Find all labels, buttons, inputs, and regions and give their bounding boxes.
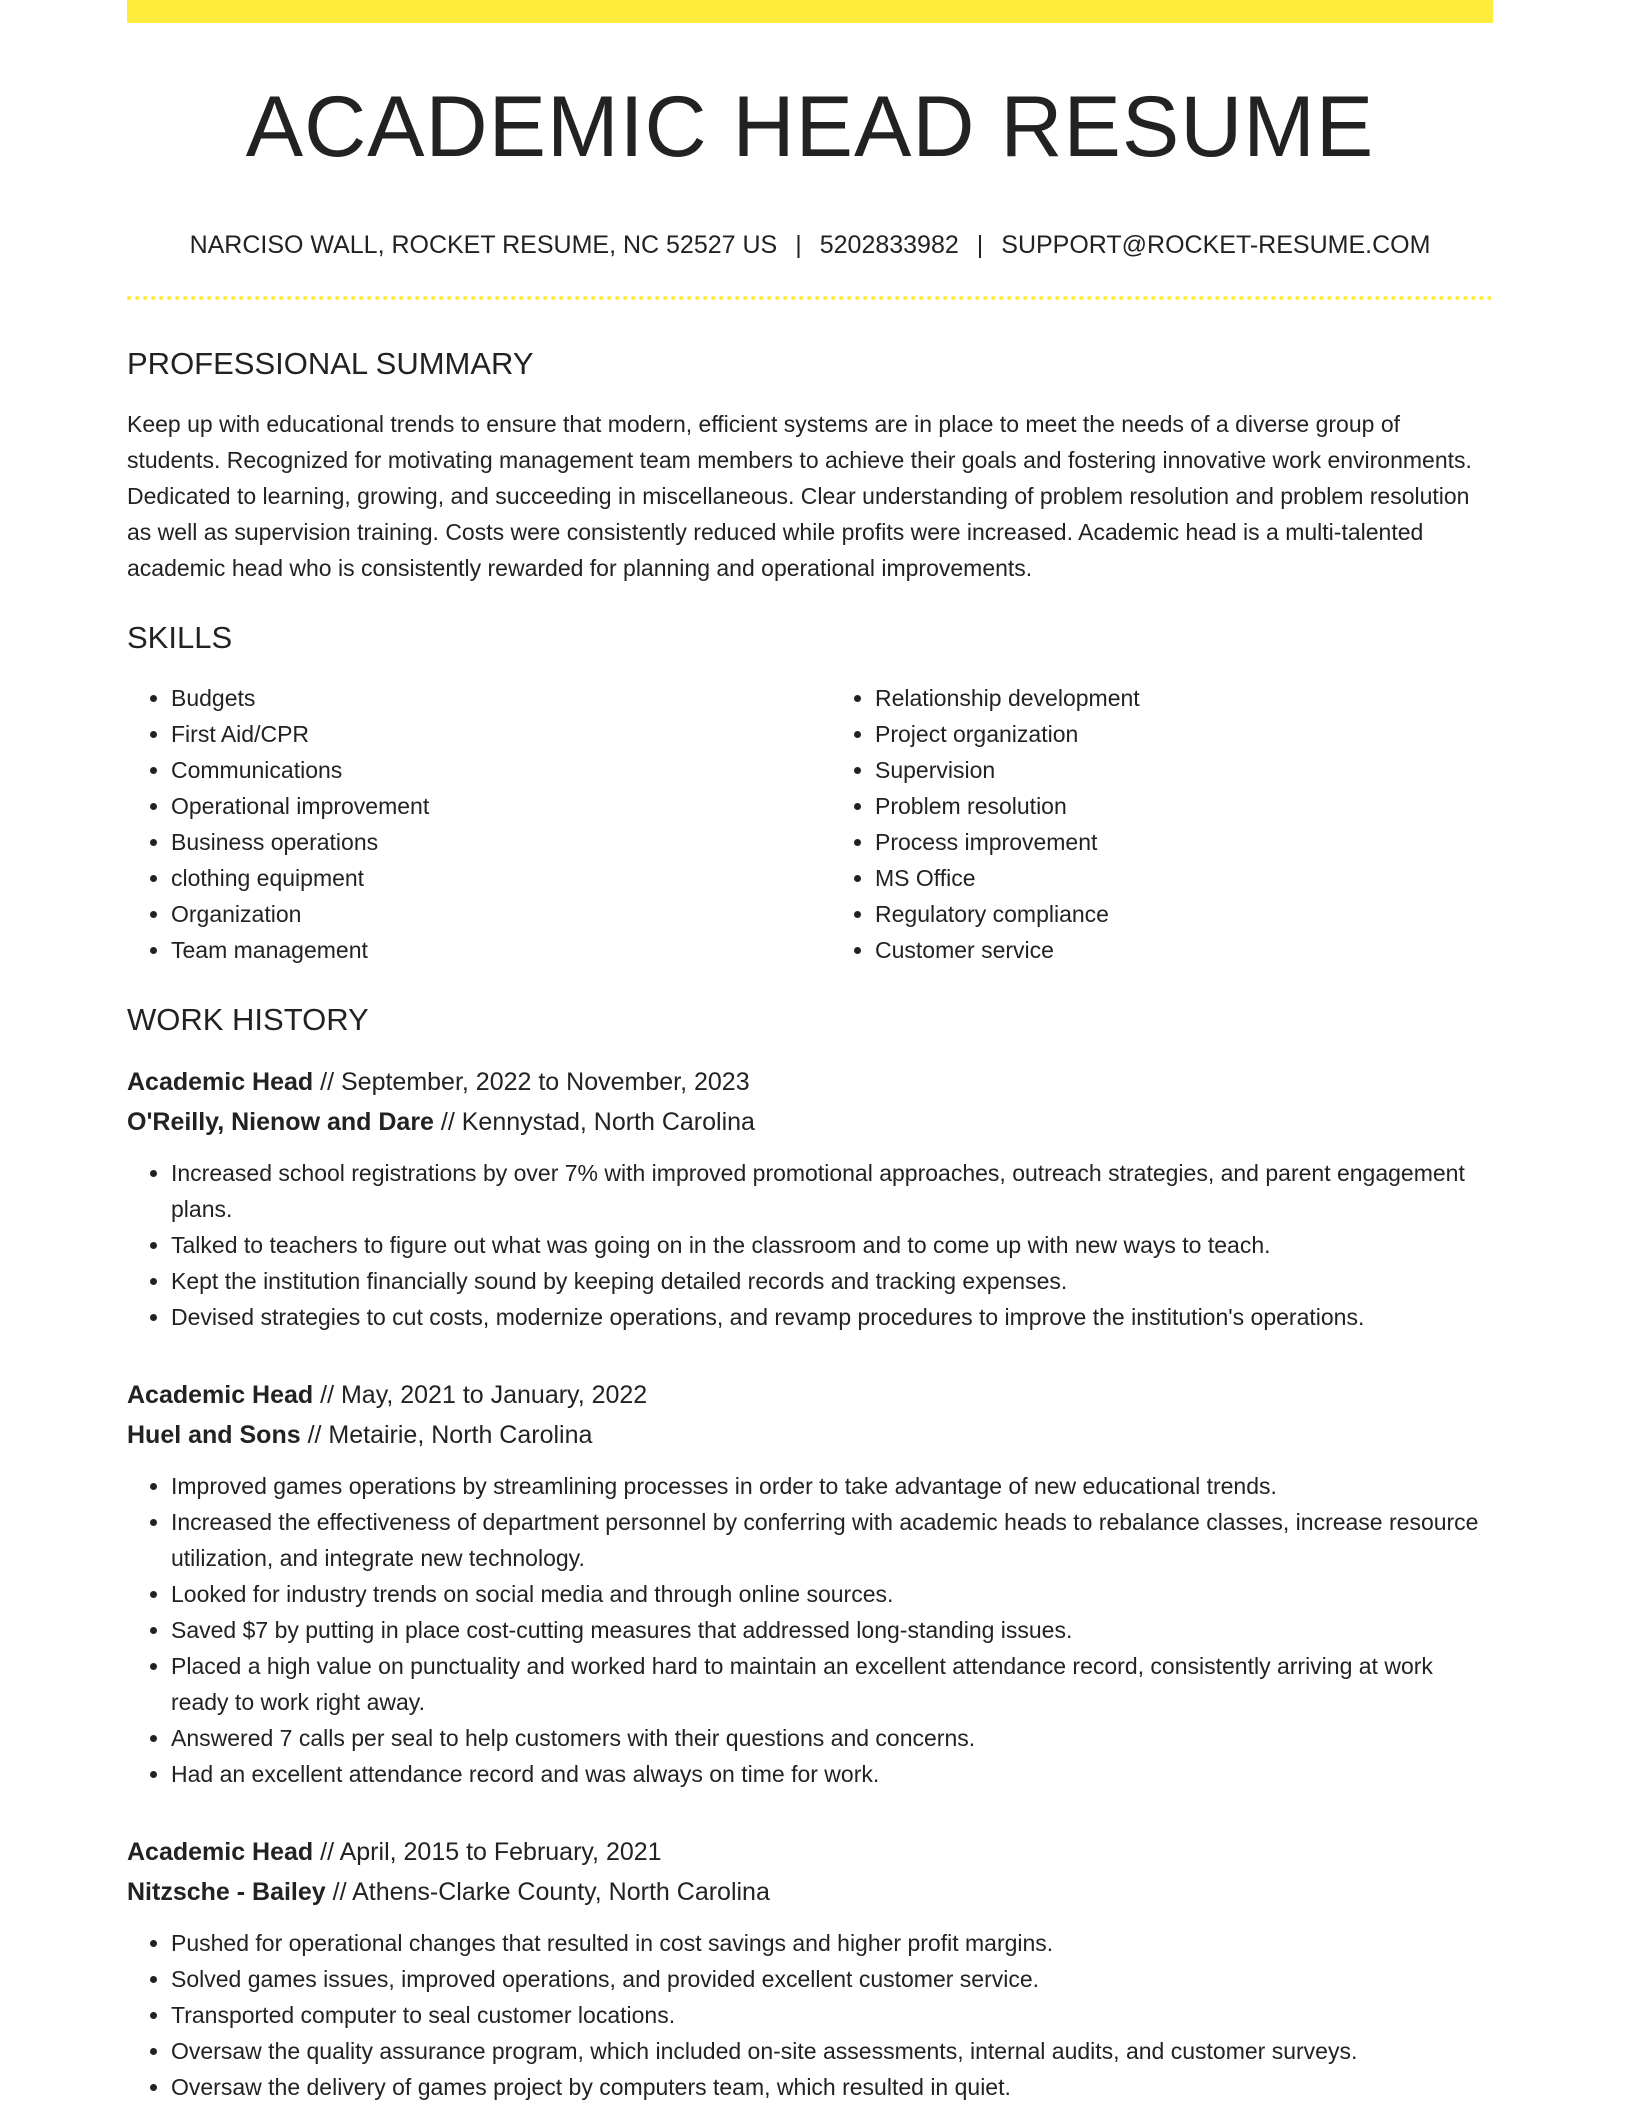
job-bullets (127, 1155, 1493, 1335)
job-bullet: • Talked to teachers to figure out what was going on in the classroom and to come up with new ways to teach. (171, 1227, 1493, 1263)
contact-email: SUPPORT@ROCKET-RESUME.COM (1001, 231, 1431, 259)
job-title: Academic Head (127, 1838, 314, 1866)
job-company-line (127, 1102, 1493, 1142)
job-bullet: • Pushed for operational changes that resulted in cost savings and higher profit margins. (171, 1925, 1493, 1961)
job-bullet: • Looked for industry trends on social media and through online sources. (171, 1576, 1493, 1612)
job-dates: // September, 2022 to November, 2023 (313, 1068, 750, 1096)
job-bullet: • Devised strategies to cut costs, modernize operations, and revamp procedures to improve the institution's operations. (171, 1299, 1493, 1335)
skill-item: • First Aid/CPR (171, 716, 789, 752)
contact-separator: | (976, 231, 984, 259)
job-bullet: • Placed a high value on punctuality and worked hard to maintain an excellent attendance record, consistently arriving at work ready to work right away. (171, 1648, 1493, 1720)
skill-item: • clothing equipment (171, 860, 789, 896)
resume-page (127, 0, 1493, 2105)
contact-separator: | (795, 231, 802, 259)
skill-item: • Team management (171, 932, 789, 968)
job-company-line (127, 1415, 1493, 1455)
job-location: // Kennystad, North Carolina (433, 1108, 755, 1136)
skill-item: • Organization (171, 896, 789, 932)
job-title-line (127, 1832, 1493, 1872)
skill-item: • Regulatory compliance (875, 896, 1493, 932)
summary-heading: PROFESSIONAL SUMMARY (127, 346, 534, 381)
job-bullet: • Answered 7 calls per seal to help customers with their questions and concerns. (171, 1720, 1493, 1756)
job-bullets (127, 1925, 1493, 2105)
job-dates: // April, 2015 to February, 2021 (313, 1838, 662, 1866)
skill-item: • Operational improvement (171, 788, 789, 824)
skill-item: • Process improvement (875, 824, 1493, 860)
job-bullet: • Increased the effectiveness of department personnel by conferring with academic heads to rebalance classes, increase resource utilization, and integrate new technology. (171, 1504, 1493, 1576)
job-bullet: • Oversaw the quality assurance program, which included on-site assessments, internal audits, and customer surveys. (171, 2033, 1493, 2069)
job-entry (127, 1375, 1493, 1792)
job-bullet: • Solved games issues, improved operations, and provided excellent customer service. (171, 1961, 1493, 1997)
skill-item: • Problem resolution (875, 788, 1493, 824)
job-title-line (127, 1062, 1493, 1102)
skill-item: • MS Office (875, 860, 1493, 896)
job-company: O'Reilly, Nienow and Dare (127, 1108, 434, 1136)
contact-phone: 5202833982 (819, 231, 959, 259)
job-bullet: • Saved $7 by putting in place cost-cutting measures that addressed long-standing issues. (171, 1612, 1493, 1648)
work-history-heading: WORK HISTORY (127, 1002, 369, 1037)
job-entry (127, 1832, 1493, 2105)
job-company: Nitzsche - Bailey (127, 1878, 326, 1906)
job-company-line (127, 1872, 1493, 1912)
skill-item: • Relationship development (875, 680, 1493, 716)
skills-list-left (127, 680, 789, 968)
job-bullets (127, 1468, 1493, 1792)
skill-item: • Business operations (171, 824, 789, 860)
resume-title: ACADEMIC HEAD RESUME (245, 79, 1375, 175)
job-location: // Metairie, North Carolina (300, 1421, 593, 1449)
skills-heading: SKILLS (127, 620, 233, 655)
skills-columns (127, 680, 1493, 968)
skill-item: • Communications (171, 752, 789, 788)
dotted-divider (127, 296, 1493, 300)
job-dates: // May, 2021 to January, 2022 (313, 1381, 648, 1409)
skills-list-right (831, 680, 1493, 968)
job-bullet: • Improved games operations by streamlining processes in order to take advantage of new educational trends. (171, 1468, 1493, 1504)
job-entry (127, 1062, 1493, 1335)
job-title: Academic Head (127, 1381, 314, 1409)
job-bullet: • Had an excellent attendance record and was always on time for work. (171, 1756, 1493, 1792)
job-title: Academic Head (127, 1068, 314, 1096)
job-bullet: • Oversaw the delivery of games project by computers team, which resulted in quiet. (171, 2069, 1493, 2105)
contact-address: NARCISO WALL, ROCKET RESUME, NC 52527 US (189, 231, 778, 259)
job-company: Huel and Sons (127, 1421, 301, 1449)
skill-item: • Project organization (875, 716, 1493, 752)
job-bullet: • Kept the institution financially sound by keeping detailed records and tracking expenses. (171, 1263, 1493, 1299)
skill-item: • Budgets (171, 680, 789, 716)
job-title-line (127, 1375, 1493, 1415)
job-bullet: • Increased school registrations by over 7% with improved promotional approaches, outreach strategies, and parent engagement plans. (171, 1155, 1493, 1227)
job-location: // Athens-Clarke County, North Carolina (325, 1878, 770, 1906)
job-bullet: • Transported computer to seal customer locations. (171, 1997, 1493, 2033)
skill-item: • Supervision (875, 752, 1493, 788)
skill-item: • Customer service (875, 932, 1493, 968)
contact-line (127, 233, 1493, 258)
summary-text: Keep up with educational trends to ensure that modern, efficient systems are in place to meet the needs of a diverse group of students. Recognized for motivating management team members to achieve their goals and fostering innovative work environments. Dedicated to learning, growing, and succeeding in miscellaneous. Clear understanding of problem resolution and problem resolution as well as supervision training. Costs were consistently reduced while profits were increased. Academic head is a multi-talented academic head who is consistently rewarded for planning and operational improvements. (127, 411, 1472, 581)
top-accent-bar (127, 0, 1493, 23)
